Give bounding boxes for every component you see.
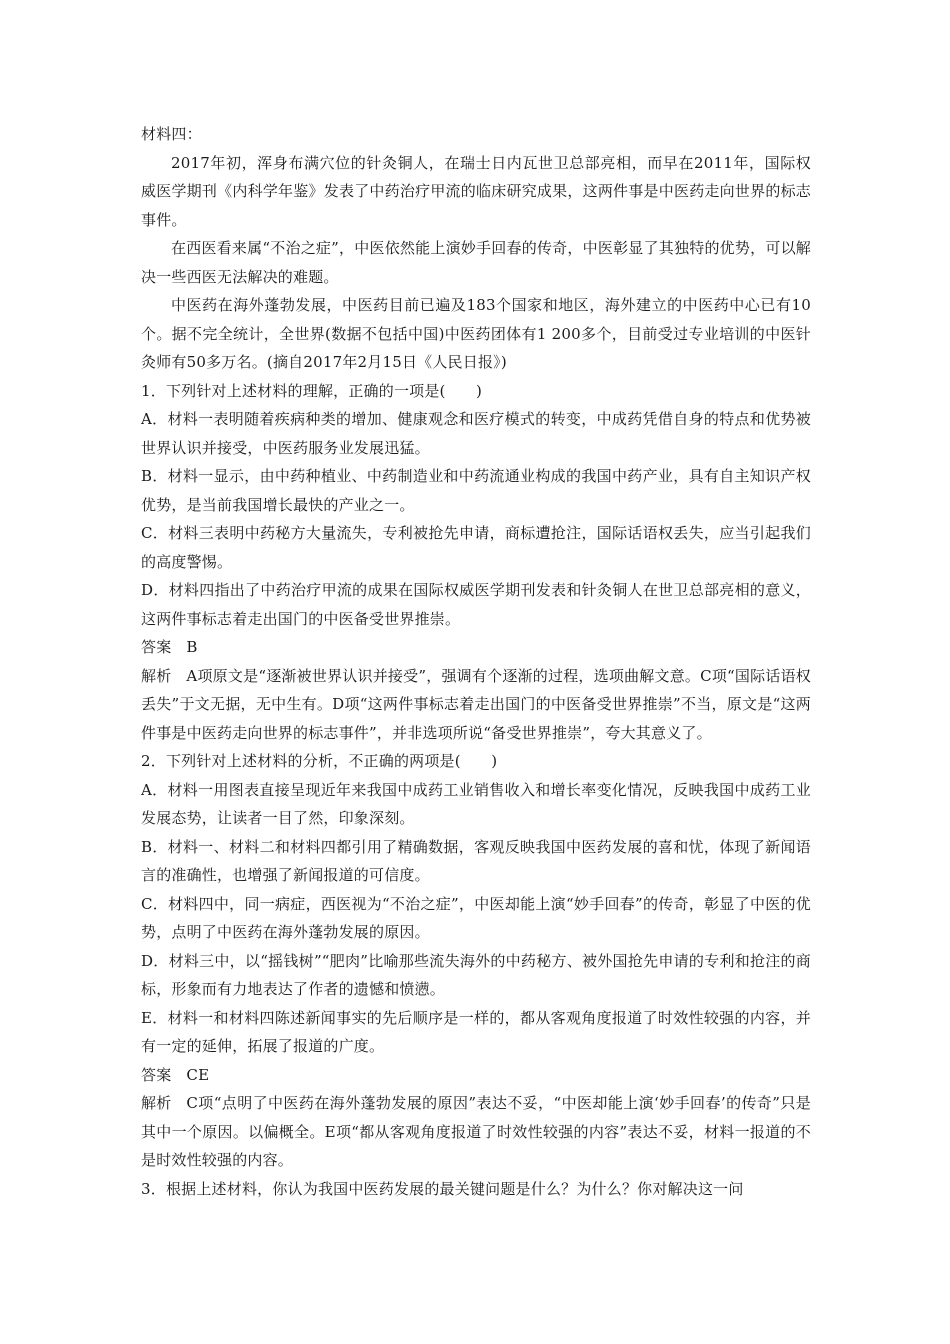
question-1-option-b: B．材料一显示，由中药种植业、中药制造业和中药流通业构成的我国中药产业，具有自主知识产权优势，是当前我国增长最快的产业之一。 (141, 467, 811, 514)
material-four-paragraph-3: 中医药在海外蓬勃发展，中医药目前已遍及183个国家和地区，海外建立的中医药中心已有10个。据不完全统计，全世界(数据不包括中国)中医药团体有1 200多个，目前受过专业培训的中医针灸师有50多万名。(摘自2017年2月15日《人民日报》) (141, 296, 811, 371)
material-four-paragraph-1: 2017年初，浑身布满穴位的针灸铜人，在瑞士日内瓦世卫总部亮相，而早在2011年，国际权威医学期刊《内科学年鉴》发表了中药治疗甲流的临床研究成果，这两件事是中医药走向世界的标志事件。 (141, 153, 811, 229)
question-1-stem: 1．下列针对上述材料的理解，正确的一项是( ) (141, 381, 483, 400)
question-1-option-c: C．材料三表明中药秘方大量流失，专利被抢先申请，商标遭抢注，国际话语权丢失，应当引起我们的高度警惕。 (141, 524, 811, 571)
question-1-option-a: A．材料一表明随着疾病种类的增加、健康观念和医疗模式的转变，中成药凭借自身的特点和优势被世界认识并接受，中医药服务业发展迅猛。 (141, 410, 811, 457)
question-2-option-d: D．材料三中，以“摇钱树”“肥肉”比喻那些流失海外的中药秘方、被外国抢先申请的专利和抢注的商标，形象而有力地表达了作者的遗憾和愤懑。 (141, 951, 811, 998)
analysis-label: 解析 (141, 1094, 172, 1112)
analysis-text: A项原文是“逐渐被世界认识并接受”，强调有个逐渐的过程，选项曲解文意。C项“国际话语权丢失”于文无据，无中生有。D项“这两件事标志着走出国门的中医备受世界推崇”不当，原文是“这两件事是中医药走向世界的标志事件”，并非选项所说“备受世界推崇”，夸大其意义了。 (141, 666, 811, 742)
question-2-answer (141, 1061, 811, 1090)
analysis-text: C项“点明了中医药在海外蓬勃发展的原因”表达不妥，“中医却能上演‘妙手回春’的传奇”只是其中一个原因。以偏概全。E项“都从客观角度报道了时效性较强的内容”表达不妥，材料一报道的不是时效性较强的内容。 (141, 1094, 811, 1169)
question-2-option-e: E．材料一和材料四陈述新闻事实的先后顺序是一样的，都从客观角度报道了时效性较强的内容，并有一定的延伸，拓展了报道的广度。 (141, 1008, 811, 1055)
question-1-option-d: D．材料四指出了中药治疗甲流的成果在国际权威医学期刊发表和针灸铜人在世卫总部亮相的意义，这两件事标志着走出国门的中医备受世界推崇。 (141, 581, 811, 628)
question-2-option-a: A．材料一用图表直接呈现近年来我国中成药工业销售收入和增长率变化情况，反映我国中成药工业发展态势，让读者一目了然，印象深刻。 (141, 780, 811, 827)
answer-value: CE (186, 1065, 210, 1084)
document-page (141, 120, 811, 1203)
question-2-option-c: C．材料四中，同一病症，西医视为“不治之症”，中医却能上演“妙手回春”的传奇，彰显了中医的优势，点明了中医药在海外蓬勃发展的原因。 (141, 894, 811, 941)
question-2-stem: 2．下列针对上述材料的分析，不正确的两项是( ) (141, 752, 498, 770)
answer-value: B (186, 638, 198, 656)
question-1-answer (141, 633, 811, 662)
question-1-analysis (141, 662, 811, 748)
material-four-heading: 材料四： (141, 125, 202, 143)
question-2-option-b: B．材料一、材料二和材料四都引用了精确数据，客观反映我国中医药发展的喜和忧，体现了新闻语言的准确性，也增强了新闻报道的可信度。 (141, 837, 811, 884)
analysis-label: 解析 (141, 666, 172, 685)
material-four-paragraph-2: 在西医看来属“不治之症”，中医依然能上演妙手回春的传奇，中医彰显了其独特的优势，可以解决一些西医无法解决的难题。 (141, 239, 811, 286)
question-2-analysis (141, 1089, 811, 1175)
answer-label: 答案 (141, 1065, 172, 1084)
answer-label: 答案 (141, 638, 172, 656)
question-3-stem: 3．根据上述材料，你认为我国中医药发展的最关键问题是什么？为什么？你对解决这一问 (141, 1179, 744, 1198)
